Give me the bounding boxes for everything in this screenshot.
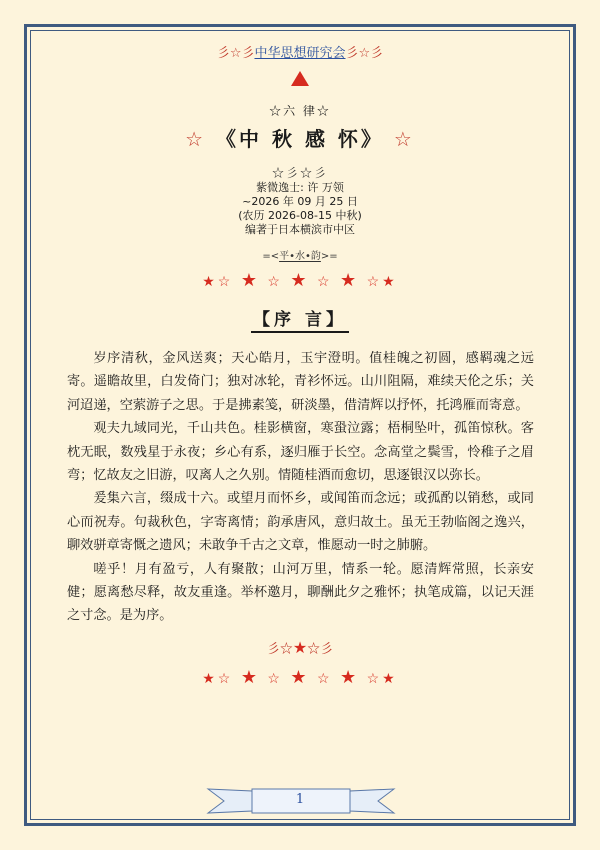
divider-seg-4: ★ (290, 666, 310, 688)
divider-seg-7: ☆★ (366, 670, 398, 687)
lunar-date: (农历 2026-08-15 中秋) (238, 209, 362, 222)
author: 紫微逸士: 许 万领 (256, 181, 344, 194)
red-triangle-icon (291, 71, 309, 86)
star-divider-top (30, 270, 570, 291)
date: ~2026 年 09 月 25 日 (242, 195, 358, 208)
title-star-right: ☆ (393, 127, 415, 151)
divider-seg-4: ★ (290, 270, 310, 291)
end-ornament-left: 彡☆ (266, 641, 293, 657)
header-ornament-right: 彡☆彡 (345, 46, 384, 61)
divider-seg-7: ☆★ (366, 274, 398, 290)
page-number: 1 (295, 792, 305, 807)
preface-paragraph: 嗟乎！月有盈亏，人有聚散；山河万里，情系一轮。愿清辉常照，长亲安健；愿离愁尽释，故友重逢。举杯邀月，聊酬此夕之雅怀；执笔成篇，以记天涯之寸念。是为序。 (67, 561, 534, 624)
divider-seg-6: ★ (340, 270, 360, 291)
divider-seg-5: ☆ (317, 274, 333, 290)
preface-title: 【序 言】 (251, 305, 349, 333)
title-star-left: ☆ (185, 127, 207, 151)
preface-paragraph: 爰集六言，缀成十六。或望月而怀乡，或闻笛而念远；或孤酌以销愁，或同心而祝寿。句裁秋色，字寄离情；韵承唐风，意归故土。虽无王勃临阁之逸兴，聊效骈章寄慨之遗风；未敢争千古之文章，惟愿动一时之肺腑。 (67, 491, 534, 554)
divider-seg-1: ★☆ (202, 274, 234, 290)
document-page (30, 30, 570, 820)
title-ornament: ☆彡☆彡 (271, 166, 328, 180)
divider-seg-1: ★☆ (202, 670, 234, 687)
header-ornament-left: 彡☆彡 (216, 46, 255, 61)
divider-seg-2: ★ (240, 666, 260, 688)
organization-link[interactable]: 中华思想研究会 (254, 46, 346, 61)
end-ornament-center: ★ (292, 637, 308, 657)
header (30, 42, 570, 61)
preface-paragraph: 岁序清秋，金风送爽；天心皓月，玉宇澄明。值桂魄之初圆，感羁魂之远寄。遥瞻故里，白发倚门；独对冰轮，青衫怀远。山川阻隔，难续天伦之乐；关河迢递，空萦游子之思。于是拂素笺，研淡墨，借清辉以抒怀，托鸿雁而寄意。 (67, 351, 534, 413)
divider-seg-2: ★ (240, 270, 260, 291)
divider-seg-3: ☆ (267, 670, 283, 687)
poem-genre: ☆六 律☆ (269, 104, 331, 118)
divider-seg-6: ★ (340, 666, 360, 688)
end-ornament-right: ☆彡 (307, 641, 334, 657)
rhyme-name: 平•水•韵 (279, 251, 321, 262)
location: 编著于日本横滨市中区 (245, 223, 355, 236)
rhyme-suffix: >= (320, 251, 338, 262)
divider-seg-5: ☆ (317, 670, 333, 687)
poem-title: 《中 秋 感 怀》 (216, 127, 384, 151)
preface-paragraph: 观夫九域同光，千山共色。桂影横窗，寒蛩泣露；梧桐坠叶，孤笛惊秋。客枕无眠，数残星于永夜；乡心有系，逐归雁于长空。念高堂之鬓雪，怜稚子之眉弯；忆故友之旧游，叹离人之久别。情随桂酒而愈切，思逐银汉以弥长。 (67, 421, 534, 484)
star-divider-bottom (30, 667, 570, 688)
rhyme-prefix: =< (262, 251, 280, 262)
preface-body (67, 347, 534, 628)
end-ornament (30, 638, 570, 657)
poem-title-row (30, 123, 570, 152)
divider-seg-3: ☆ (267, 274, 283, 290)
rhyme-scheme (30, 247, 570, 262)
